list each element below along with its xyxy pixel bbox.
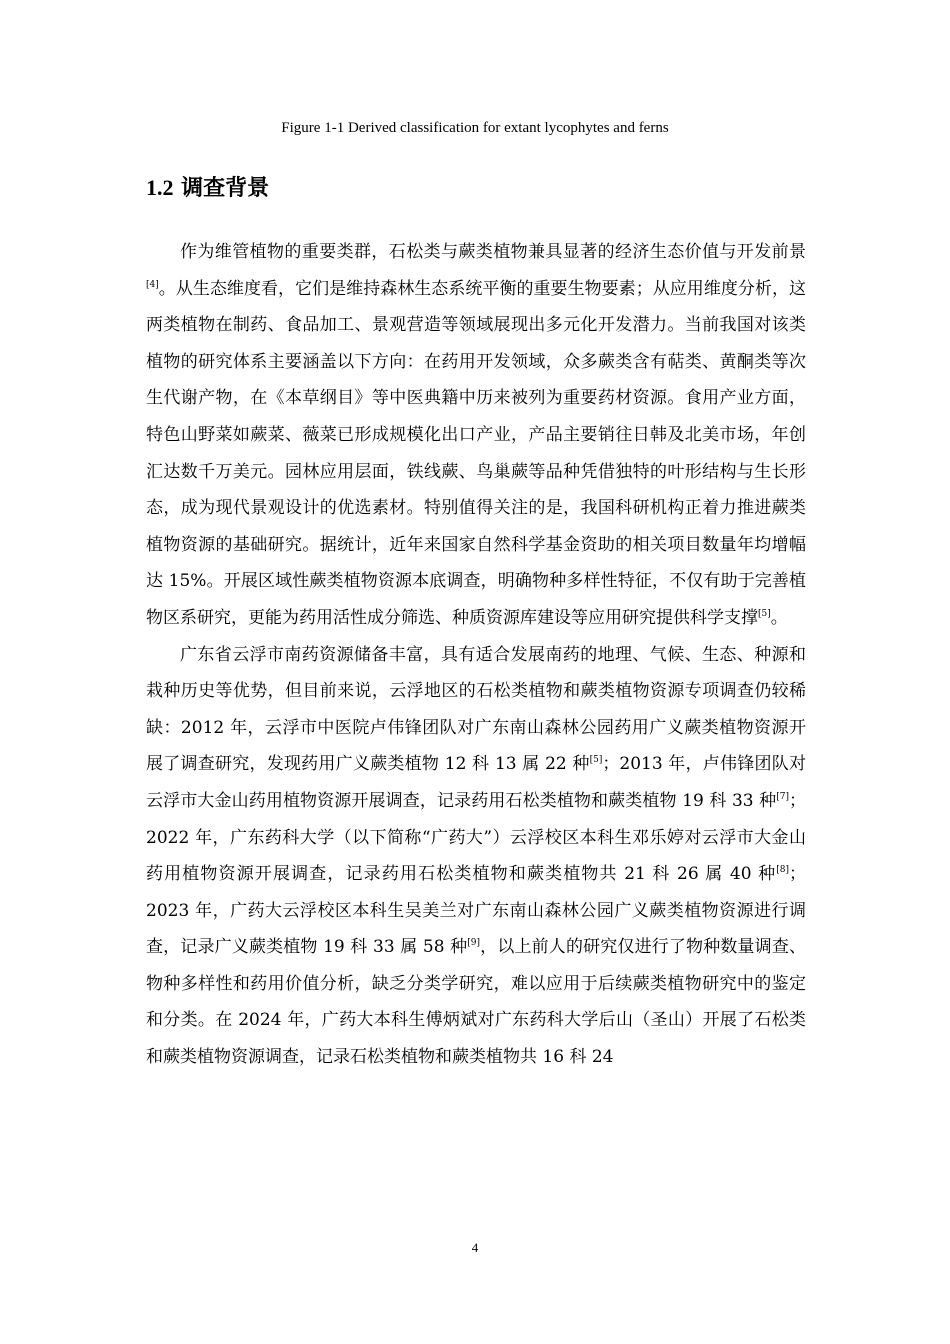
paragraph [146,637,806,1076]
text-run: ；2022 年，广东药科大学（以下简称“广药大”）云浮校区本科生邓乐婷对云浮市大金山药用植物资源开展调查，记录药用石松类植物和蕨类植物共 21 科 26 属 40 种 [146,790,806,885]
text-run: 广东省云浮市南药资源储备丰富，具有适合发展南药的地理、气候、生态、种源和栽种历史等优势，但目前来说，云浮地区的石松类植物和蕨类植物资源专项调查仍较稀缺：2012 年，云浮市中医院卢伟锋团队对广东南山森林公园药用广义蕨类植物资源开展了调查研究，发现药用广义蕨类植物 12 科 13 属 22 种 [146,644,806,775]
section-title: 调查背景 [181,176,270,201]
paragraph [146,234,806,637]
citation: [8] [776,865,789,876]
section-number: 1.2 [146,175,174,200]
citation: [5] [758,608,771,619]
body-text [146,234,806,1076]
citation: [5] [589,755,603,766]
page-number: 4 [471,1240,479,1255]
text-run: ；2013 年，卢伟锋团队对云浮市大金山药用植物资源开展调查，记录药用石松类植物和蕨类植物 19 科 33 种 [146,754,806,811]
citation: [9] [467,938,481,949]
text-run: 。 [770,607,788,628]
citation: [7] [776,791,789,802]
text-run: 作为维管植物的重要类群，石松类与蕨类植物兼具显著的经济生态价值与开发前景 [180,242,806,262]
text-run: 。从生态维度看，它们是维持森林生态系统平衡的重要生物要素；从应用维度分析，这两类植物在制药、食品加工、景观营造等领域展现出多元化开发潜力。当前我国对该类植物的研究体系主要涵盖以下方向：在药用开发领域，众多蕨类含有萜类、黄酮类等次生代谢产物，在《本草纲目》等中医典籍中历来被列为重要药材资源。食用产业方面，特色山野菜如蕨菜、薇菜已形成规模化出口产业，产品主要销往日韩及北美市场，年创汇达数千万美元。园林应用层面，铁线蕨、鸟巢蕨等品种凭借独特的叶形结构与生长形态，成为现代景观设计的优选素材。特别值得关注的是，我国科研机构正着力推进蕨类植物资源的基础研究。据统计，近年来国家自然科学基金资助的相关项目数量年均增幅达 15%。开展区域性蕨类植物资源本底调查，明确物种多样性特征，不仅有助于完善植物区系研究，更能为药用活性成分筛选、种质资源库建设等应用研究提供科学支撑 [146,278,806,628]
text-run: ；2023 年，广药大云浮校区本科生吴美兰对广东南山森林公园广义蕨类植物资源进行调查，记录广义蕨类植物 19 科 33 属 58 种 [146,864,806,958]
section-heading [146,172,269,205]
text-run: ，以上前人的研究仅进行了物种数量调查、物种多样性和药用价值分析，缺乏分类学研究，难以应用于后续蕨类植物研究中的鉴定和分类。在 2024 年，广药大本科生傅炳斌对广东药科大学后山（圣山）开展了石松类和蕨类植物资源调查，记录石松类植物和蕨类植物共 16 科 24 [146,937,806,1068]
figure-caption: Figure 1-1 Derived classification for extant lycophytes and ferns [281,120,669,136]
citation: [4] [146,279,159,290]
